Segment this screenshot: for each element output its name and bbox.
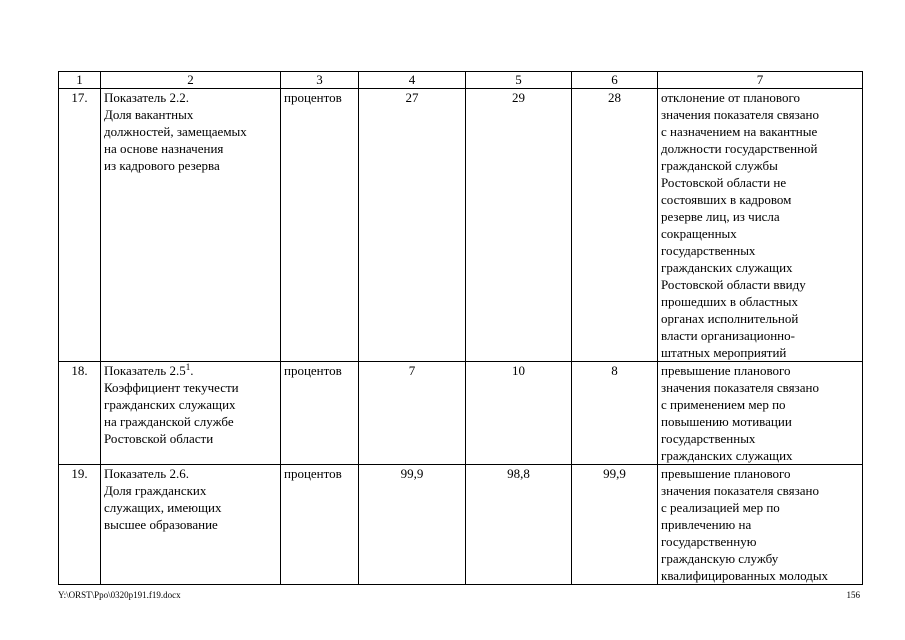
row-number: 18. bbox=[59, 362, 101, 465]
explanation-line: гражданскую службу bbox=[661, 551, 779, 566]
explanation-line: превышение планового bbox=[661, 466, 791, 481]
explanation-line: власти организационно- bbox=[661, 328, 795, 343]
explanation-line: штатных мероприятий bbox=[661, 345, 787, 360]
table-row bbox=[59, 465, 863, 585]
row-number: 17. bbox=[59, 89, 101, 362]
explanation-line: должности государственной bbox=[661, 141, 818, 156]
explanation-line: государственных bbox=[661, 243, 756, 258]
indicator-desc-line: высшее образование bbox=[104, 517, 218, 532]
explanation-line: прошедших в областных bbox=[661, 294, 798, 309]
explanation-line: отклонение от планового bbox=[661, 90, 800, 105]
indicator-title: Показатель 2.6. bbox=[104, 466, 189, 481]
indicator-name-cell bbox=[101, 362, 281, 465]
explanation-line: Ростовской области ввиду bbox=[661, 277, 806, 292]
indicator-name-cell bbox=[101, 89, 281, 362]
indicator-title-tail: . bbox=[190, 363, 194, 378]
column-number-row bbox=[59, 72, 863, 89]
column-number: 4 bbox=[359, 72, 466, 89]
column-number: 3 bbox=[281, 72, 359, 89]
indicator-desc-line: на гражданской службе bbox=[104, 414, 234, 429]
unit-cell: процентов bbox=[281, 362, 359, 465]
explanation-line: с реализацией мер по bbox=[661, 500, 780, 515]
column-number: 1 bbox=[59, 72, 101, 89]
explanation-line: гражданских служащих bbox=[661, 260, 793, 275]
explanation-line: гражданских служащих bbox=[661, 448, 793, 463]
indicator-desc-line: Коэффициент текучести bbox=[104, 380, 239, 395]
value-cell-col4: 27 bbox=[359, 89, 466, 362]
explanation-line: гражданской службы bbox=[661, 158, 778, 173]
column-number: 2 bbox=[101, 72, 281, 89]
value-cell-col6: 8 bbox=[572, 362, 658, 465]
explanation-cell bbox=[658, 465, 863, 585]
explanation-line: значения показателя связано bbox=[661, 380, 819, 395]
indicator-title bbox=[104, 362, 277, 379]
explanation-line: повышению мотивации bbox=[661, 414, 792, 429]
explanation-line: значения показателя связано bbox=[661, 107, 819, 122]
table-row bbox=[59, 89, 863, 362]
footnote-mark: 1 bbox=[185, 362, 191, 372]
indicators-table bbox=[58, 71, 863, 585]
explanation-line: резерве лиц, из числа bbox=[661, 209, 780, 224]
explanation-line: с назначением на вакантные bbox=[661, 124, 818, 139]
indicator-desc-line: Доля гражданских bbox=[104, 483, 207, 498]
indicator-name-cell bbox=[101, 465, 281, 585]
value-cell-col6: 99,9 bbox=[572, 465, 658, 585]
explanation-line: органах исполнительной bbox=[661, 311, 799, 326]
indicator-desc-line: Доля вакантных bbox=[104, 107, 194, 122]
explanation-line: сокращенных bbox=[661, 226, 737, 241]
indicator-desc-line: должностей, замещаемых bbox=[104, 124, 247, 139]
explanation-line: привлечению на bbox=[661, 517, 752, 532]
indicator-title: Показатель 2.2. bbox=[104, 90, 189, 105]
column-number: 6 bbox=[572, 72, 658, 89]
indicator-title-text: Показатель 2.5 bbox=[104, 363, 186, 378]
indicator-desc-line: гражданских служащих bbox=[104, 397, 236, 412]
indicator-desc-line: Ростовской области bbox=[104, 431, 214, 446]
footer-file-path: Y:\ORST\Ppo\0320p191.f19.docx bbox=[58, 590, 181, 600]
explanation-line: с применением мер по bbox=[661, 397, 786, 412]
explanation-line: значения показателя связано bbox=[661, 483, 819, 498]
table-row bbox=[59, 362, 863, 465]
explanation-line: состоявших в кадровом bbox=[661, 192, 792, 207]
value-cell-col4: 99,9 bbox=[359, 465, 466, 585]
explanation-line: Ростовской области не bbox=[661, 175, 787, 190]
explanation-cell bbox=[658, 89, 863, 362]
explanation-line: квалифицированных молодых bbox=[661, 568, 829, 583]
column-number: 5 bbox=[466, 72, 572, 89]
indicator-desc-line: на основе назначения bbox=[104, 141, 224, 156]
value-cell-col5: 10 bbox=[466, 362, 572, 465]
explanation-line: превышение планового bbox=[661, 363, 791, 378]
indicator-desc-line: служащих, имеющих bbox=[104, 500, 222, 515]
explanation-cell bbox=[658, 362, 863, 465]
value-cell-col4: 7 bbox=[359, 362, 466, 465]
explanation-line: государственную bbox=[661, 534, 757, 549]
unit-cell: процентов bbox=[281, 89, 359, 362]
value-cell-col5: 98,8 bbox=[466, 465, 572, 585]
column-number: 7 bbox=[658, 72, 863, 89]
indicator-desc-line: из кадрового резерва bbox=[104, 158, 220, 173]
value-cell-col5: 29 bbox=[466, 89, 572, 362]
explanation-line: государственных bbox=[661, 431, 756, 446]
unit-cell: процентов bbox=[281, 465, 359, 585]
footer-page-number: 156 bbox=[846, 590, 860, 600]
row-number: 19. bbox=[59, 465, 101, 585]
value-cell-col6: 28 bbox=[572, 89, 658, 362]
